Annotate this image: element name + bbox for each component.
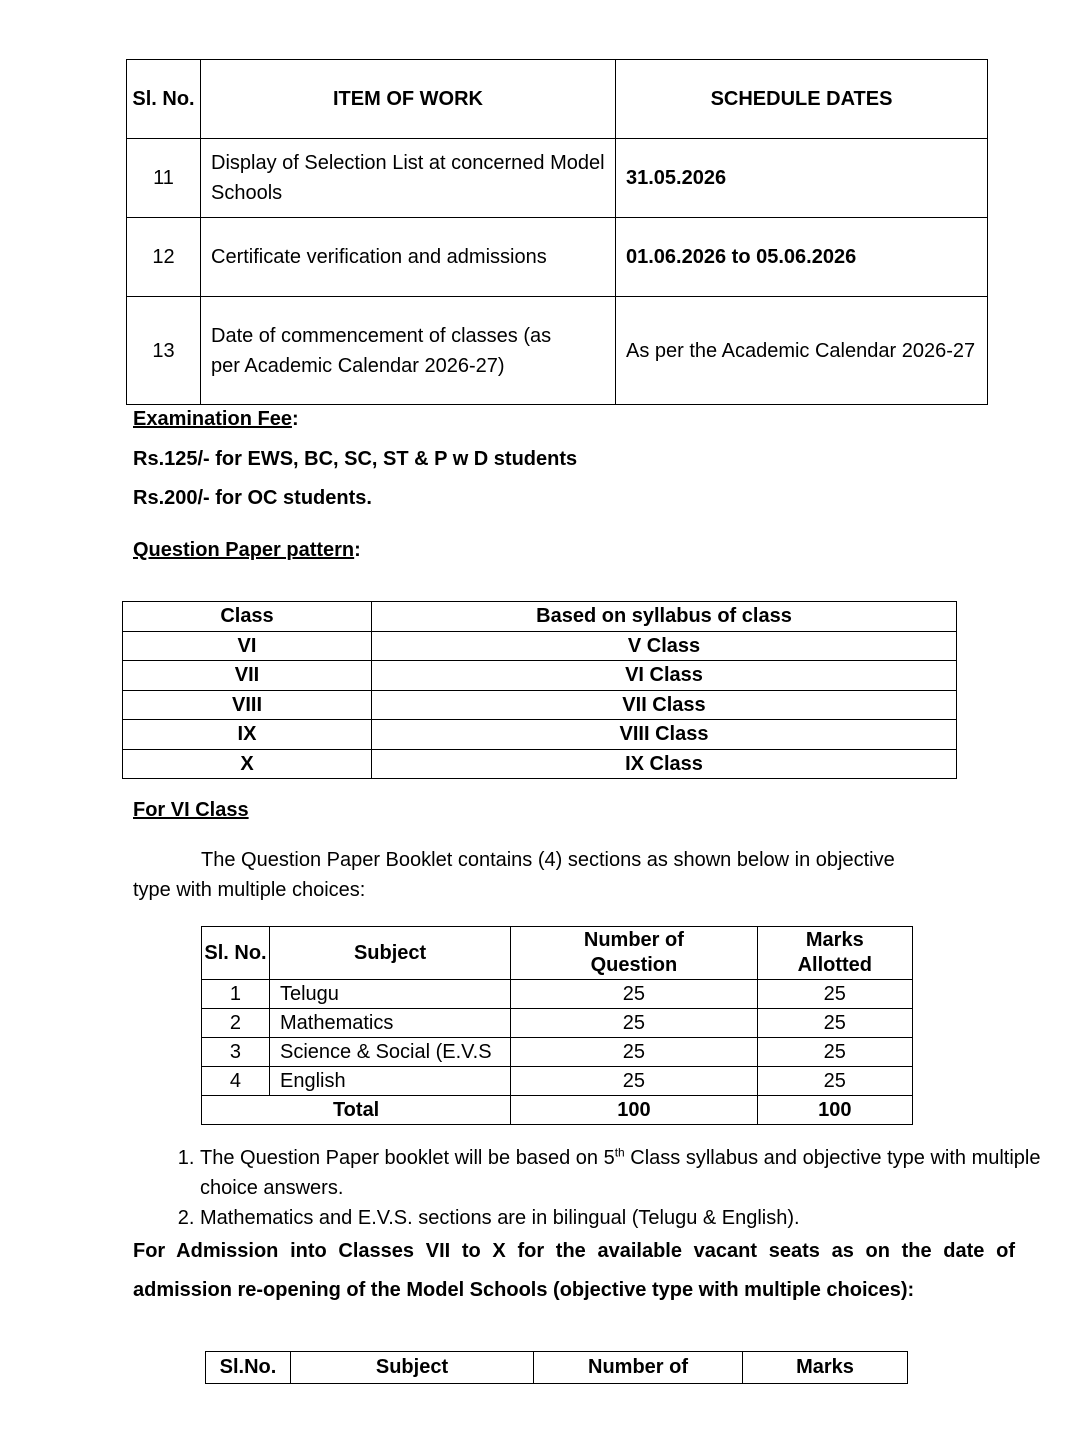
note-text: Class syllabus and objective type with multiple choice answers.: [200, 1147, 1041, 1199]
cell-subject: English: [269, 1067, 510, 1096]
row-item: Certificate verification and admissions: [201, 218, 616, 297]
header-sl-no: Sl.No.: [206, 1352, 291, 1384]
cell-class: IX: [123, 720, 372, 750]
row-date: As per the Academic Calendar 2026-27: [616, 297, 988, 405]
cell-sl: 4: [202, 1067, 270, 1096]
table-row: [127, 297, 988, 405]
cell-syllabus: VIII Class: [372, 720, 957, 750]
header-number-of: Number of: [534, 1352, 743, 1384]
total-marks: 100: [757, 1096, 912, 1125]
table-row: [123, 720, 957, 750]
pattern-heading: [133, 539, 361, 562]
cell-syllabus: V Class: [372, 631, 957, 661]
colon: :: [291, 408, 299, 430]
table-row: [127, 139, 988, 218]
note-text: The Question Paper booklet will be based on 5: [200, 1147, 615, 1169]
cell-class: VI: [123, 631, 372, 661]
pattern-header-row: [123, 602, 957, 632]
admission-subjects-table: [205, 1351, 908, 1384]
cell-marks: 25: [757, 1038, 912, 1067]
header-class: Class: [123, 602, 372, 632]
header-marks-allotted: Marks Allotted: [757, 927, 912, 980]
class6-intro-line2: type with multiple choices:: [133, 879, 366, 901]
cell-class: X: [123, 749, 372, 779]
cell-syllabus: IX Class: [372, 749, 957, 779]
cell-syllabus: VII Class: [372, 690, 957, 720]
table-row: [202, 980, 913, 1009]
header-subject: Subject: [269, 927, 510, 980]
pattern-heading-text: Question Paper pattern: [133, 539, 355, 561]
fee-line-1: Rs.125/- for EWS, BC, SC, ST & P w D students: [133, 448, 578, 470]
total-questions: 100: [511, 1096, 757, 1125]
exam-fee-heading: [133, 408, 299, 431]
table-row: [202, 1038, 913, 1067]
class6-notes: [133, 1143, 1060, 1233]
header-subject: Subject: [291, 1352, 534, 1384]
table-row: [123, 690, 957, 720]
total-label: Total: [202, 1096, 511, 1125]
pattern-table: [122, 601, 957, 779]
class6-header-row: [202, 927, 913, 980]
header-item-of-work: ITEM OF WORK: [201, 60, 616, 139]
row-sl: 12: [127, 218, 201, 297]
row-item: Date of commencement of classes (as per Academic Calendar 2026-27): [201, 297, 616, 405]
note-superscript: th: [614, 1145, 625, 1160]
cell-class: VIII: [123, 690, 372, 720]
class6-intro-line1: The Question Paper Booklet contains (4) sections as shown below in objective: [201, 849, 895, 871]
row-item: Display of Selection List at concerned Model Schools: [201, 139, 616, 218]
cell-questions: 25: [511, 1038, 757, 1067]
header-sl-no: Sl. No.: [127, 60, 201, 139]
colon: :: [354, 539, 361, 561]
cell-subject: Telugu: [269, 980, 510, 1009]
cell-sl: 3: [202, 1038, 270, 1067]
cell-questions: 25: [511, 980, 757, 1009]
row-sl: 13: [127, 297, 201, 405]
table-row: [123, 631, 957, 661]
admission-header-row: [206, 1352, 908, 1384]
table-row: [123, 661, 957, 691]
cell-class: VII: [123, 661, 372, 691]
header-sl-no: Sl. No.: [202, 927, 270, 980]
cell-syllabus: VI Class: [372, 661, 957, 691]
cell-sl: 1: [202, 980, 270, 1009]
class6-heading: For VI Class: [133, 799, 249, 821]
header-marks: Marks: [743, 1352, 908, 1384]
header-based-on: Based on syllabus of class: [372, 602, 957, 632]
cell-marks: 25: [757, 1067, 912, 1096]
cell-marks: 25: [757, 980, 912, 1009]
table-row: [202, 1067, 913, 1096]
row-sl: 11: [127, 139, 201, 218]
exam-fee-heading-text: Examination Fee: [133, 408, 292, 430]
class6-subjects-table: [201, 926, 913, 1125]
schedule-header-row: [127, 60, 988, 139]
schedule-table: [126, 59, 988, 405]
table-row: [202, 1009, 913, 1038]
row-date: 31.05.2026: [616, 139, 988, 218]
table-row: [123, 749, 957, 779]
row-date: 01.06.2026 to 05.06.2026: [616, 218, 988, 297]
cell-subject: Science & Social (E.V.S: [269, 1038, 510, 1067]
admission-paragraph: For Admission into Classes VII to X for the available vacant seats as on the date of admission re-opening of the Model Schools (objective type with multiple choices):: [133, 1240, 1015, 1301]
cell-sl: 2: [202, 1009, 270, 1038]
fee-line-2: Rs.200/- for OC students.: [133, 487, 372, 509]
note-item: [200, 1203, 1060, 1233]
table-row: [127, 218, 988, 297]
note-text: Mathematics and E.V.S. sections are in bilingual (Telugu & English).: [200, 1207, 800, 1229]
cell-subject: Mathematics: [269, 1009, 510, 1038]
header-number-of-question: Number of Question: [511, 927, 757, 980]
header-schedule-dates: SCHEDULE DATES: [616, 60, 988, 139]
total-row: [202, 1096, 913, 1125]
cell-questions: 25: [511, 1009, 757, 1038]
note-item: [200, 1143, 1060, 1203]
cell-questions: 25: [511, 1067, 757, 1096]
cell-marks: 25: [757, 1009, 912, 1038]
